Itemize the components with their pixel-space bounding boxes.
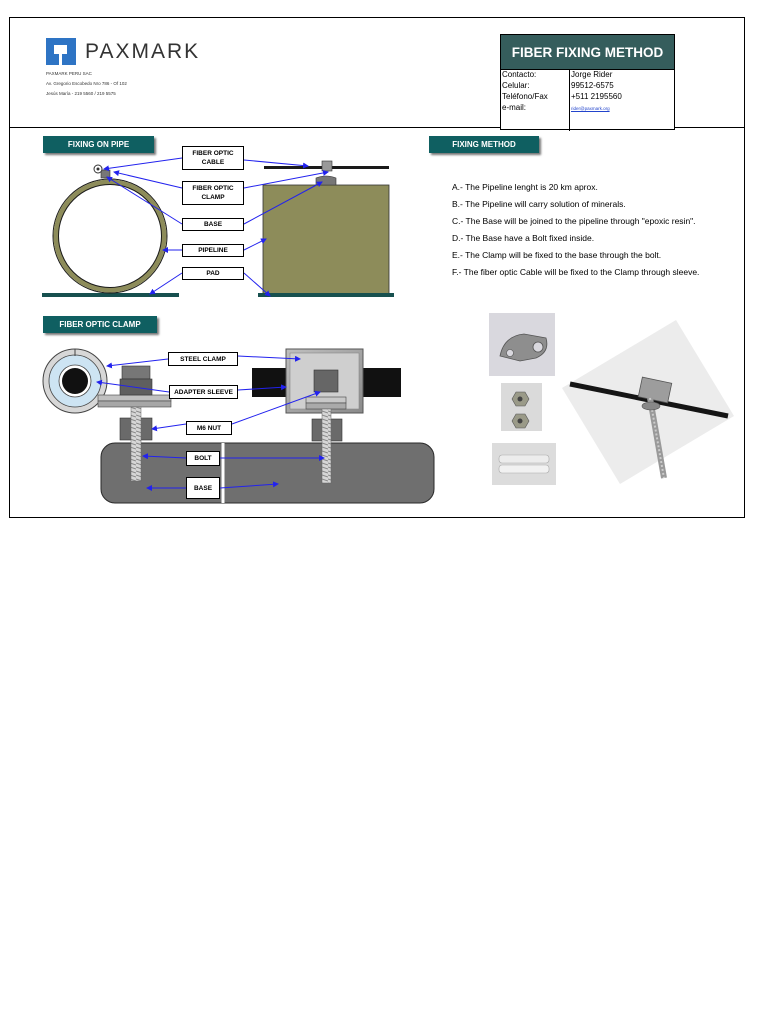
- method-step: D.- The Base have a Bolt fixed inside.: [452, 233, 595, 243]
- company-name: PAXMARK PERU SAC: [46, 71, 92, 76]
- company-phone: Jesús María - 219 5560 / 219 5575: [46, 91, 116, 96]
- method-step: A.- The Pipeline lenght is 20 km aprox.: [452, 182, 598, 192]
- label-base: BASE: [182, 218, 244, 231]
- section-fixing-on-pipe: FIXING ON PIPE: [43, 136, 154, 153]
- photo-m6-nuts: [501, 383, 542, 431]
- email-label: e-mail:: [502, 103, 527, 112]
- contact-label: Contacto:: [502, 70, 537, 79]
- label-adapter-sleeve: ADAPTER SLEEVE: [169, 385, 238, 399]
- label-steel-clamp: STEEL CLAMP: [168, 352, 238, 366]
- document-title: FIBER FIXING METHOD: [501, 35, 674, 69]
- label-m6-nut: M6 NUT: [186, 421, 232, 435]
- label-fiber-optic-clamp: FIBER OPTIC CLAMP: [182, 181, 244, 205]
- phone-value: +511 2195560: [571, 92, 622, 101]
- email-link[interactable]: rider@paxmark.org: [571, 106, 610, 111]
- pipe-cross-section: [42, 165, 179, 297]
- method-step: B.- The Pipeline will carry solution of minerals.: [452, 199, 626, 209]
- method-step: C.- The Base will be joined to the pipeline through "epoxic resin".: [452, 216, 696, 226]
- method-step: F.- The fiber optic Cable will be fixed to the Clamp through sleeve.: [452, 267, 700, 277]
- label-pad: PAD: [182, 267, 244, 280]
- label-clamp-base: BASE: [186, 477, 220, 499]
- fixing-method-steps: [452, 182, 699, 284]
- photo-steel-clamp: [489, 313, 555, 376]
- drawing-sheet: [9, 17, 745, 518]
- label-fiber-optic-cable: FIBER OPTIC CABLE: [182, 146, 244, 170]
- label-bolt: BOLT: [186, 451, 220, 466]
- section-fiber-optic-clamp: FIBER OPTIC CLAMP: [43, 316, 157, 333]
- method-step: E.- The Clamp will be fixed to the base through the bolt.: [452, 250, 662, 260]
- cell-label: Celular:: [502, 81, 530, 90]
- brand-name: PAXMARK: [85, 40, 201, 63]
- photo-adapter-sleeves: [492, 443, 556, 485]
- photo-installed-clamp: [562, 320, 734, 484]
- section-fixing-method: FIXING METHOD: [429, 136, 539, 153]
- label-pipeline: PIPELINE: [182, 244, 244, 257]
- phone-label: Teléfono/Fax: [502, 92, 548, 101]
- company-address: Av. Gregorio Escobedo Nro 786 - Of 102: [46, 81, 127, 86]
- contact-value: Jorge Rider: [571, 70, 613, 79]
- cell-value: 99512-6575: [571, 81, 614, 90]
